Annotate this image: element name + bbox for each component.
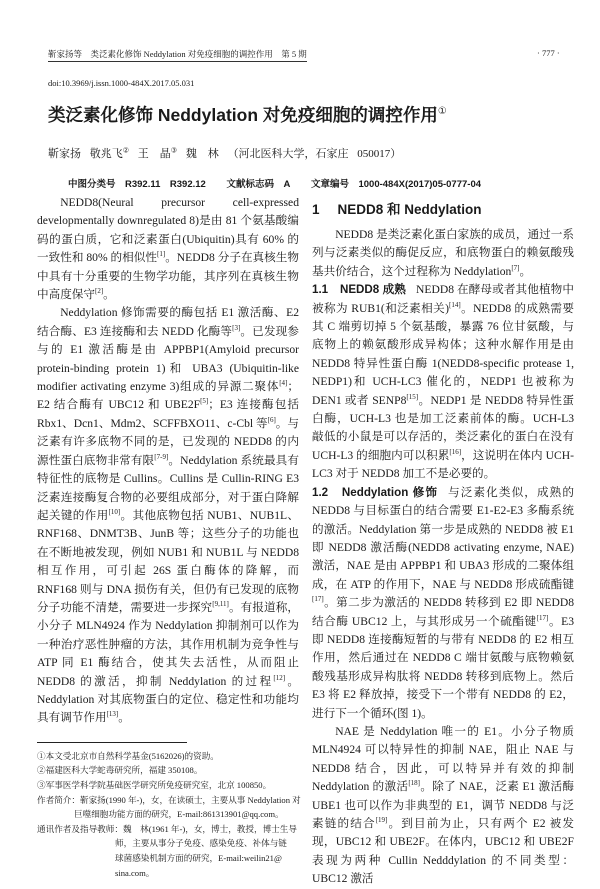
author: 靳家扬 — [48, 148, 81, 160]
paragraph-text: NEDD8 是类泛素化蛋白家族的成员，通过一系列与泛素类似的酶促反应，和底物蛋白的赖氨酸残基共价结合，这个过程称为 Neddylation — [312, 228, 574, 278]
left-column — [37, 194, 299, 880]
paragraph-text: 。Neddylation 系统最具有特征性的底物是 Cullins。Cullins 是 Cullin-RING E3 泛素连接酶复合物的必要组成部分，对于蛋白降解起关键的作用 — [37, 453, 299, 522]
author-bio: 作者简介：靳家扬(1990 年-)，女，在读硕士，主要从事 Neddylation 对 — [37, 794, 301, 805]
paragraph-text: 。NEDP1 是 NEDD8 特异性蛋白酶，UCH-L3 也是加工泛素前体的酶。UCH-L3 敲低的小鼠是可以存活的，类泛素化的蛋白在没有 UCH-L3 的细胞内可以积累 — [312, 393, 574, 462]
author: 魏 林 — [185, 148, 219, 160]
citation: [7-9] — [154, 452, 169, 461]
running-head: 靳家扬等 类泛素化修饰 Neddylation 对免疫细胞的调控作用 第 5 期 — [48, 48, 307, 62]
corresponding-author: 通讯作者及指导教师：魏 林(1961 年-)，女，博士，教授，博士生导 — [37, 823, 297, 834]
footnote-divider — [37, 742, 187, 743]
citation: [13] — [106, 710, 119, 719]
paragraph-text: 。Neddylation 对其底物蛋白的定位、稳定性和功能均具有调节作用 — [37, 674, 299, 725]
right-column-body — [312, 226, 574, 889]
paragraph-text: ；E3 连接酶包括 Rbx1、Dcn1、Mdm2、SCFFBXO11、c-Cbl 等 — [37, 398, 299, 430]
paragraph-text: 。NEDD8 的成熟需要其 C 端剪切掉 5 个氨基酸，暴露 76 位甘氨酸，与底物上的赖氨酸形成异构体；这种水解作用是由 NEDD8 特异性蛋白酶 1(NEDD8-specific protease 1, NEDP1)和 UCH-LC3 催化的，NEDP1 也被称为 DEN1 或者 SENP8 — [312, 301, 574, 407]
citation: [7] — [511, 263, 520, 272]
article-number: 文章编号 1000-484X(2017)05-0777-04 — [310, 179, 482, 190]
citation: [6] — [267, 416, 276, 425]
paragraph-text: NAE 是 Neddylation 唯一的 E1。小分子物质 MLN4924 可以特异性的抑制 NAE，阻止 NAE 与 NEDD8 结合，因此，可以特异并有效的抑制 Neddylation 的激活 — [312, 724, 574, 794]
citation: [10] — [108, 508, 121, 517]
paragraph — [312, 484, 574, 723]
paragraph-text: 。到目前为止，只有两个 E2 被发现，UBC12 和 UBE2F。在体内，UBC12 和 UBE2F 表现为两种 Cullin Nedddylation 的不同类型：UBC12 激活 — [312, 817, 574, 886]
paragraph — [312, 226, 574, 281]
paragraph-text: 。除了 NAE，泛素 E1 激活酶 UBE1 也可以作为非典型的 E1，调节 NEDD8 与泛素链的结合 — [312, 780, 574, 830]
citation: [19] — [375, 816, 388, 825]
paragraph-text: 。其他底物包括 NUB1、NUB1L、RNF168、DNMT3B、JunB 等；这些分子的功能也在不断地被发现，例如 NUB1 和 NUB1L 与 NEDD8 相互作用，可引起 26S 蛋白酶体的降解，而 RNF168 则与 DNA 损伤有关，但仍有已发现的底物分子功能不清楚，需要进一步探究 — [37, 508, 299, 614]
paragraph-text: 与泛素化类似，成熟的 NEDD8 与目标蛋白的结合需要 E1-E2-E3 多酶系统的激活。Neddylation 第一步是成熟的 NEDD8 被 E1 即 NEDD8 激活酶(NEDD8 activating enzyme, NAE)激活，NAE 是由 APPBP1 和 UBA3 形成的二聚体组成，在 ATP 的作用下，NAE 与 NEDD8 形成硫酯键 — [312, 485, 574, 591]
right-column — [312, 198, 574, 889]
citation: [4] — [279, 379, 288, 388]
corresponding-author-cont: sina.com。 — [115, 867, 155, 878]
affiliation-note: ②福建医科大学蛇毒研究所，福建 350108。 — [37, 765, 203, 776]
paragraph-text: 。 — [519, 264, 532, 278]
paragraph — [312, 723, 574, 889]
author-line — [48, 145, 401, 161]
section-heading: 1 NEDD8 和 Neddylation — [312, 202, 482, 217]
paragraph — [312, 281, 574, 483]
footnotes — [37, 749, 302, 880]
citation: [5] — [200, 397, 209, 406]
title-text: 类泛素化修饰 Neddylation 对免疫细胞的调控作用 — [48, 105, 438, 125]
paragraph-text: NEDD8 在酵母或者其他植物中被称为 RUB1(和泛素相关) — [312, 283, 574, 315]
affiliation-note: ③军事医学科学院基础医学研究所免疫研究室，北京 100850。 — [37, 779, 272, 790]
paragraph-text: ，这说明在体内 UCH-LC3 对于 NEDD8 加工不是必要的。 — [312, 448, 574, 481]
citation: [2] — [94, 287, 104, 296]
paragraph-text: 。NEDD8 分子在真核生物中具有十分重要的生物学功能，其序列在真核生物中高度保守 — [37, 251, 299, 302]
left-column-body — [37, 194, 299, 728]
document-code: 文献标志码 A — [226, 179, 291, 190]
paragraph-text: 。E3 即 NEDD8 连接酶短暂的与带有 NEDD8 的 E2 相互作用，然后通过在 NEDD8 C 端甘氨酸与底物赖氨酸残基形成异构肽将 NEDD8 转移到底物上。然后 E3 将 E2 释放掉，接受下一个带有 NEDD8 的 E2，进行下一个循环(图 1)。 — [312, 614, 574, 720]
author: 敬兆飞② — [89, 146, 130, 160]
paragraph — [37, 194, 299, 304]
affiliation: （河北医科大学，石家庄 050017） — [227, 148, 402, 160]
author: 王 晶③ — [137, 146, 178, 160]
author-bio-cont: 巨噬细胞功能方面的研究，E-mail:861313901@qq.com。 — [74, 809, 284, 820]
subsection-heading: 1.2 Neddylation 修饰 — [312, 485, 439, 499]
citation: [14] — [449, 300, 461, 309]
corresponding-author-cont: 球菌感染机制方面的研究，E-mail:weilin21@ — [115, 852, 282, 863]
paragraph — [37, 304, 299, 727]
article-title — [48, 102, 447, 127]
paragraph-text: ；E2 结合酶有 UBC12 和 UBE2F — [37, 380, 299, 412]
doi: doi:10.3969/j.issn.1000-484X.2017.05.031 — [48, 78, 195, 88]
citation: [17] — [312, 595, 324, 604]
citation: [3] — [232, 323, 241, 332]
classification-line — [68, 176, 499, 190]
paragraph-text: Neddylation 修饰需要的酶包括 E1 激活酶、E2 结合酶、E3 连接酶和去 NEDD 化酶等 — [37, 306, 299, 338]
citation: [12] — [273, 673, 286, 682]
citation: [1] — [157, 250, 166, 259]
citation: [15] — [406, 392, 419, 401]
citation: [18] — [408, 779, 420, 788]
paragraph-text: 。已发现参与的 E1 激活酶是由 APPBP1(Amyloid precursor protein-binding protein 1)和 UBA3 (Ubiquitin-like modifier activating enzyme 3)组成的异源二聚体 — [37, 324, 299, 394]
subsection-heading: 1.1 NEDD8 成熟 — [312, 283, 406, 297]
paragraph-text: 。有报道称，小分子 MLN4924 作为 Neddylation 抑制剂可以作为一种治疗恶性肿瘤的方法，其作用机制为竞争性与 ATP 同 E1 酶结合，使其失去活性，从而阻止 NEDD8 的激活，抑制 Neddylation 的过程 — [37, 600, 299, 688]
page-number: · 777 · — [537, 48, 560, 58]
classification-number: 中图分类号 R392.11 R392.12 — [68, 179, 206, 190]
funding-note: ①本文受北京市自然科学基金(5162026)的资助。 — [37, 750, 219, 761]
paragraph-text: 。 — [103, 288, 115, 302]
title-footnote-mark: ① — [437, 106, 447, 118]
paragraph-text: 。与泛素有许多底物不同的是，已发现的 NEDD8 的内源性蛋白底物非常有限 — [37, 416, 299, 467]
paragraph-text: 。 — [118, 711, 130, 725]
citation: [9,11] — [212, 600, 229, 609]
citation: [16] — [449, 448, 462, 457]
paragraph-text: 。第二步为激活的 NEDD8 转移到 E2 即 NEDD8 结合酶 UBC12 上，与其形成另一个硫酯键 — [312, 596, 574, 628]
citation: [17] — [536, 613, 549, 622]
corresponding-author-cont: 师，主要从事分子免疫、感染免疫、补体与链 — [115, 838, 287, 849]
paragraph-text: NEDD8(Neural precursor cell-expressed developmentally downregulated 8)是由 81 个氨基酸编码的蛋白质，它和泛素蛋白(Ubiquitin)具有 60% 的一致性和 80% 的相似性 — [37, 196, 299, 265]
